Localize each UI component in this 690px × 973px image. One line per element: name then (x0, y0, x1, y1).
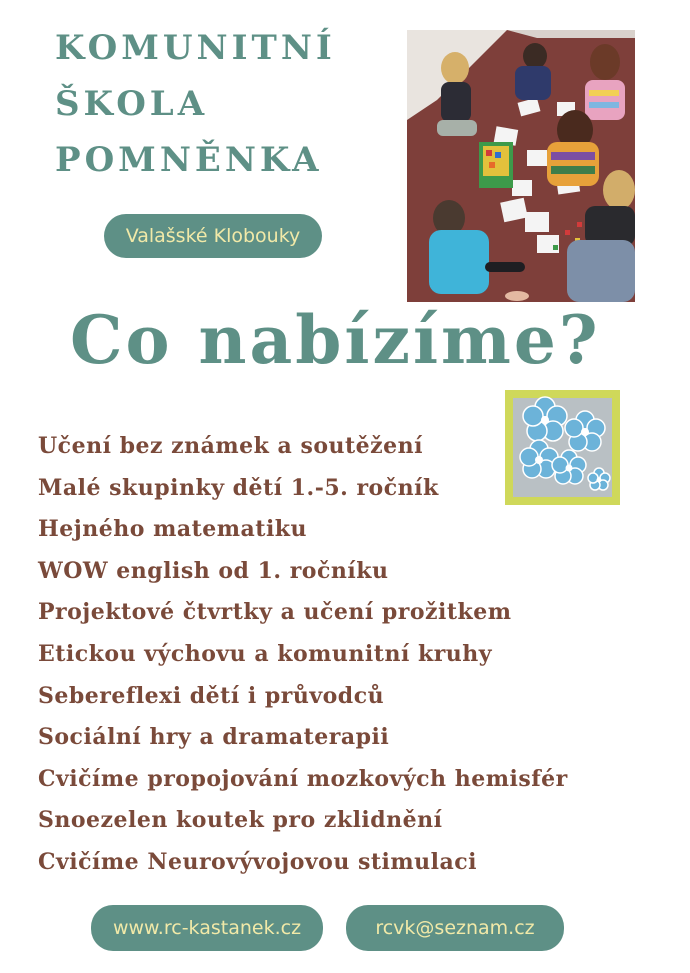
offer-item: Snoezelen koutek pro zklidnění (38, 807, 443, 834)
offer-heading: Co nabízíme? (70, 301, 601, 379)
offers-list (38, 426, 568, 884)
offer-item: Hejného matematiku (38, 516, 308, 543)
offer-item: Etickou výchovu a komunitní kruhy (38, 640, 493, 667)
offer-item: Sebereflexi dětí i průvodců (38, 682, 385, 709)
title-line-1: KOMUNITNÍ (55, 28, 336, 68)
title-line-2: ŠKOLA (55, 84, 209, 124)
offer-item: Sociální hry a dramaterapii (38, 724, 390, 751)
title-line-3: POMNĚNKA (55, 140, 323, 180)
offer-item: Cvičíme Neurovývojovou stimulaci (38, 848, 478, 875)
photo-illustration (407, 30, 635, 302)
offer-item: Učení bez známek a soutěžení (38, 433, 424, 459)
children-playing-photo (407, 30, 635, 302)
offer-item: Projektové čtvrtky a učení prožitkem (38, 599, 512, 626)
email-link[interactable]: rcvk@seznam.cz (346, 905, 564, 951)
website-link[interactable]: www.rc-kastanek.cz (91, 905, 323, 951)
offer-item: Cvičíme propojování mozkových hemisfér (38, 765, 568, 792)
location-badge: Valašské Klobouky (104, 214, 322, 258)
offer-item: WOW english od 1. ročníku (38, 557, 389, 584)
offer-item: Malé skupinky dětí 1.-5. ročník (38, 474, 439, 501)
